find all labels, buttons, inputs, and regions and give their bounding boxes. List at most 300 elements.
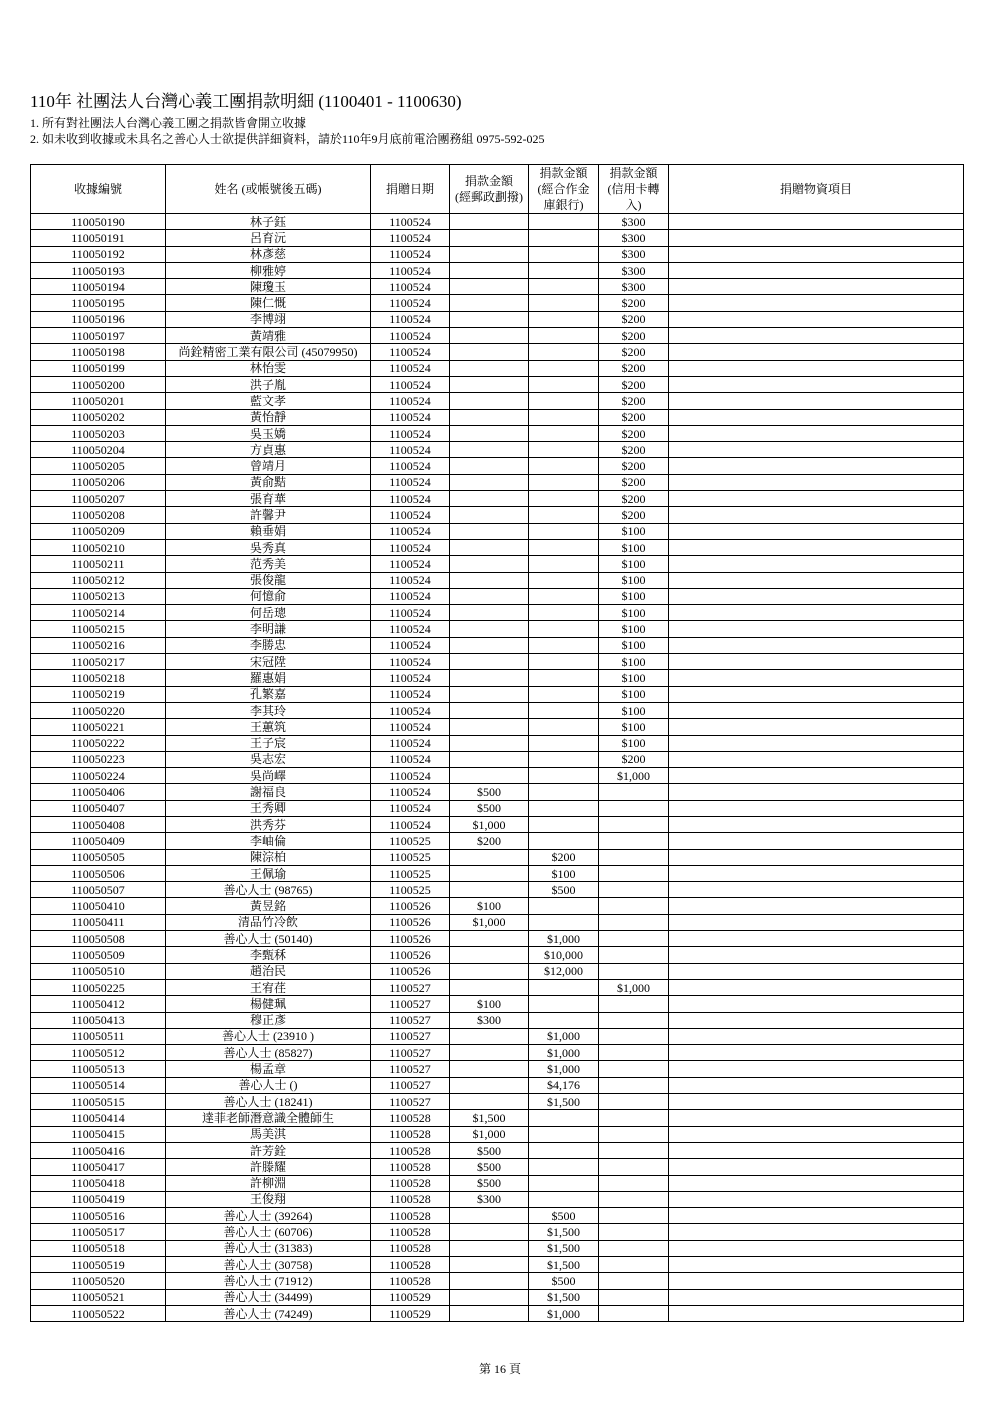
- donation-date-cell: 1100527: [371, 1028, 450, 1044]
- donated-items-cell: [669, 1224, 964, 1240]
- receipt-number-cell: 110050198: [31, 344, 166, 360]
- postal-amount-cell: [450, 539, 529, 555]
- donated-items-cell: [669, 1142, 964, 1158]
- bank-amount-cell: [529, 686, 599, 702]
- donor-name-cell: 許柳淵: [166, 1175, 371, 1191]
- donor-name-cell: 王子宸: [166, 735, 371, 751]
- bank-amount-cell: [529, 751, 599, 767]
- receipt-number-cell: 110050508: [31, 931, 166, 947]
- bank-amount-cell: [529, 702, 599, 718]
- donated-items-cell: [669, 246, 964, 262]
- postal-amount-cell: [450, 979, 529, 995]
- credit-card-amount-cell: [599, 996, 669, 1012]
- donation-table-body: [31, 214, 964, 1322]
- bank-amount-cell: [529, 800, 599, 816]
- table-row: [31, 947, 964, 963]
- bank-amount-cell: [529, 979, 599, 995]
- document-title: 110年 社團法人台灣心義工團捐款明細 (1100401 - 1100630): [30, 92, 462, 111]
- donation-date-cell: 1100524: [371, 295, 450, 311]
- donated-items-cell: [669, 376, 964, 392]
- donation-date-cell: 1100524: [371, 702, 450, 718]
- table-row: [31, 833, 964, 849]
- bank-amount-cell: [529, 1142, 599, 1158]
- donor-name-cell: 李博翊: [166, 311, 371, 327]
- postal-amount-cell: [450, 637, 529, 653]
- postal-amount-cell: [450, 1094, 529, 1110]
- donated-items-cell: [669, 425, 964, 441]
- donated-items-cell: [669, 719, 964, 735]
- receipt-number-cell: 110050220: [31, 702, 166, 718]
- table-row: [31, 1289, 964, 1305]
- note-contact-info: 2. 如未收到收據或未具名之善心人士欲提供詳細資料，請於110年9月底前電洽團務組 0975-592-025: [30, 132, 545, 146]
- credit-card-amount-cell: [599, 800, 669, 816]
- bank-amount-cell: [529, 719, 599, 735]
- credit-card-amount-cell: [599, 1257, 669, 1273]
- bank-amount-cell: [529, 230, 599, 246]
- bank-amount-cell: $4,176: [529, 1077, 599, 1093]
- donation-date-cell: 1100524: [371, 735, 450, 751]
- table-row: [31, 768, 964, 784]
- donated-items-cell: [669, 670, 964, 686]
- donation-date-cell: 1100528: [371, 1191, 450, 1207]
- donor-name-cell: 善心人士 (98765): [166, 882, 371, 898]
- credit-card-amount-cell: $200: [599, 360, 669, 376]
- bank-amount-cell: [529, 474, 599, 490]
- receipt-number-cell: 110050209: [31, 523, 166, 539]
- donation-date-cell: 1100524: [371, 328, 450, 344]
- postal-amount-cell: [450, 311, 529, 327]
- bank-amount-cell: [529, 588, 599, 604]
- receipt-number-cell: 110050413: [31, 1012, 166, 1028]
- header-receipt-number: [31, 165, 166, 214]
- donated-items-cell: [669, 800, 964, 816]
- donated-items-cell: [669, 1045, 964, 1061]
- postal-amount-cell: [450, 1257, 529, 1273]
- donor-name-cell: 柳雅婷: [166, 262, 371, 278]
- table-row: [31, 1110, 964, 1126]
- donated-items-cell: [669, 1110, 964, 1126]
- donation-date-cell: 1100524: [371, 572, 450, 588]
- header-line: 姓名 (或帳號後五碼): [214, 182, 322, 196]
- receipt-number-cell: 110050217: [31, 654, 166, 670]
- donation-date-cell: 1100524: [371, 279, 450, 295]
- receipt-number-cell: 110050507: [31, 882, 166, 898]
- donation-date-cell: 1100524: [371, 719, 450, 735]
- credit-card-amount-cell: [599, 784, 669, 800]
- table-row: [31, 1257, 964, 1273]
- table-row: [31, 784, 964, 800]
- postal-amount-cell: [450, 735, 529, 751]
- header-line: 捐贈日期: [385, 182, 434, 196]
- receipt-number-cell: 110050415: [31, 1126, 166, 1142]
- credit-card-amount-cell: [599, 963, 669, 979]
- postal-amount-cell: [450, 246, 529, 262]
- donor-name-cell: 吳志宏: [166, 751, 371, 767]
- bank-amount-cell: [529, 409, 599, 425]
- receipt-number-cell: 110050418: [31, 1175, 166, 1191]
- receipt-number-cell: 110050521: [31, 1289, 166, 1305]
- header-donated-items: [669, 165, 964, 214]
- receipt-number-cell: 110050224: [31, 768, 166, 784]
- donor-name-cell: 善心人士 (74249): [166, 1305, 371, 1321]
- donated-items-cell: [669, 979, 964, 995]
- postal-amount-cell: [450, 588, 529, 604]
- bank-amount-cell: [529, 311, 599, 327]
- receipt-number-cell: 110050208: [31, 507, 166, 523]
- table-row: [31, 702, 964, 718]
- bank-amount-cell: [529, 539, 599, 555]
- donation-date-cell: 1100528: [371, 1208, 450, 1224]
- postal-amount-cell: [450, 849, 529, 865]
- donated-items-cell: [669, 572, 964, 588]
- postal-amount-cell: [450, 1208, 529, 1224]
- table-row: [31, 1012, 964, 1028]
- receipt-number-cell: 110050222: [31, 735, 166, 751]
- credit-card-amount-cell: $100: [599, 588, 669, 604]
- receipt-number-cell: 110050193: [31, 262, 166, 278]
- donation-date-cell: 1100524: [371, 311, 450, 327]
- credit-card-amount-cell: [599, 1126, 669, 1142]
- bank-amount-cell: $100: [529, 865, 599, 881]
- receipt-number-cell: 110050409: [31, 833, 166, 849]
- bank-amount-cell: [529, 344, 599, 360]
- credit-card-amount-cell: $100: [599, 670, 669, 686]
- postal-amount-cell: [450, 376, 529, 392]
- postal-amount-cell: $500: [450, 800, 529, 816]
- receipt-number-cell: 110050195: [31, 295, 166, 311]
- credit-card-amount-cell: $200: [599, 295, 669, 311]
- table-row: [31, 751, 964, 767]
- donation-date-cell: 1100524: [371, 621, 450, 637]
- postal-amount-cell: [450, 344, 529, 360]
- donation-date-cell: 1100527: [371, 1012, 450, 1028]
- donor-name-cell: 羅惠娟: [166, 670, 371, 686]
- table-row: [31, 572, 964, 588]
- table-row: [31, 735, 964, 751]
- postal-amount-cell: [450, 670, 529, 686]
- donor-name-cell: 賴垂娟: [166, 523, 371, 539]
- postal-amount-cell: [450, 686, 529, 702]
- donor-name-cell: 林子鈺: [166, 214, 371, 230]
- credit-card-amount-cell: [599, 1289, 669, 1305]
- header-line: 收據編號: [73, 182, 122, 196]
- donor-name-cell: 王宥荏: [166, 979, 371, 995]
- bank-amount-cell: [529, 295, 599, 311]
- bank-amount-cell: $500: [529, 1208, 599, 1224]
- donor-name-cell: 黃俞黠: [166, 474, 371, 490]
- donated-items-cell: [669, 262, 964, 278]
- bank-amount-cell: $1,000: [529, 1028, 599, 1044]
- receipt-number-cell: 110050518: [31, 1240, 166, 1256]
- receipt-number-cell: 110050416: [31, 1142, 166, 1158]
- donor-name-cell: 林彥慈: [166, 246, 371, 262]
- postal-amount-cell: [450, 1240, 529, 1256]
- header-line: (經郵政劃撥): [455, 190, 523, 204]
- credit-card-amount-cell: $100: [599, 735, 669, 751]
- table-row: [31, 654, 964, 670]
- donor-name-cell: 洪子胤: [166, 376, 371, 392]
- page-number: 第 16 頁: [478, 1362, 521, 1376]
- credit-card-amount-cell: $100: [599, 702, 669, 718]
- donated-items-cell: [669, 523, 964, 539]
- donated-items-cell: [669, 654, 964, 670]
- donated-items-cell: [669, 1305, 964, 1321]
- credit-card-amount-cell: $100: [599, 539, 669, 555]
- donor-name-cell: 陳仁慨: [166, 295, 371, 311]
- donated-items-cell: [669, 849, 964, 865]
- header-line: 捐款金額: [609, 166, 658, 180]
- postal-amount-cell: [450, 523, 529, 539]
- bank-amount-cell: $12,000: [529, 963, 599, 979]
- table-row: [31, 1175, 964, 1191]
- table-row: [31, 1240, 964, 1256]
- table-row: [31, 1273, 964, 1289]
- receipt-number-cell: 110050211: [31, 556, 166, 572]
- credit-card-amount-cell: $300: [599, 246, 669, 262]
- postal-amount-cell: [450, 719, 529, 735]
- receipt-number-cell: 110050191: [31, 230, 166, 246]
- bank-amount-cell: [529, 376, 599, 392]
- donation-date-cell: 1100527: [371, 1061, 450, 1077]
- donor-name-cell: 王蕙筑: [166, 719, 371, 735]
- donation-date-cell: 1100527: [371, 996, 450, 1012]
- postal-amount-cell: $1,000: [450, 914, 529, 930]
- donated-items-cell: [669, 1208, 964, 1224]
- receipt-number-cell: 110050199: [31, 360, 166, 376]
- donated-items-cell: [669, 914, 964, 930]
- postal-amount-cell: [450, 947, 529, 963]
- credit-card-amount-cell: $200: [599, 376, 669, 392]
- donor-name-cell: 李明謙: [166, 621, 371, 637]
- donated-items-cell: [669, 214, 964, 230]
- bank-amount-cell: [529, 670, 599, 686]
- table-row: [31, 295, 964, 311]
- postal-amount-cell: $300: [450, 1191, 529, 1207]
- bank-amount-cell: [529, 1175, 599, 1191]
- credit-card-amount-cell: [599, 1110, 669, 1126]
- postal-amount-cell: [450, 963, 529, 979]
- donor-name-cell: 善心人士 (30758): [166, 1257, 371, 1273]
- receipt-number-cell: 110050408: [31, 816, 166, 832]
- bank-amount-cell: $1,500: [529, 1224, 599, 1240]
- bank-amount-cell: [529, 605, 599, 621]
- donated-items-cell: [669, 784, 964, 800]
- bank-amount-cell: [529, 898, 599, 914]
- bank-amount-cell: $1,000: [529, 931, 599, 947]
- postal-amount-cell: [450, 1077, 529, 1093]
- donor-name-cell: 呂育沅: [166, 230, 371, 246]
- donation-date-cell: 1100524: [371, 751, 450, 767]
- bank-amount-cell: $1,500: [529, 1257, 599, 1273]
- table-row: [31, 1126, 964, 1142]
- receipt-number-cell: 110050514: [31, 1077, 166, 1093]
- bank-amount-cell: $500: [529, 882, 599, 898]
- donor-name-cell: 楊孟章: [166, 1061, 371, 1077]
- bank-amount-cell: [529, 621, 599, 637]
- donor-name-cell: 李甄秝: [166, 947, 371, 963]
- table-row: [31, 686, 964, 702]
- bank-amount-cell: [529, 214, 599, 230]
- credit-card-amount-cell: [599, 816, 669, 832]
- postal-amount-cell: [450, 458, 529, 474]
- donated-items-cell: [669, 442, 964, 458]
- credit-card-amount-cell: $200: [599, 507, 669, 523]
- credit-card-amount-cell: $300: [599, 214, 669, 230]
- donation-date-cell: 1100526: [371, 931, 450, 947]
- receipt-number-cell: 110050219: [31, 686, 166, 702]
- donor-name-cell: 善心人士 (50140): [166, 931, 371, 947]
- donor-name-cell: 善心人士 (71912): [166, 1273, 371, 1289]
- donation-date-cell: 1100524: [371, 376, 450, 392]
- donation-date-cell: 1100524: [371, 670, 450, 686]
- donation-date-cell: 1100524: [371, 654, 450, 670]
- bank-amount-cell: [529, 523, 599, 539]
- credit-card-amount-cell: $100: [599, 523, 669, 539]
- credit-card-amount-cell: [599, 914, 669, 930]
- header-line: (經合作金: [537, 182, 590, 196]
- donated-items-cell: [669, 637, 964, 653]
- donated-items-cell: [669, 556, 964, 572]
- donor-name-cell: 善心人士 (85827): [166, 1045, 371, 1061]
- donor-name-cell: 善心人士 (23910 ): [166, 1028, 371, 1044]
- credit-card-amount-cell: $200: [599, 491, 669, 507]
- table-row: [31, 1094, 964, 1110]
- donor-name-cell: 善心人士 (31383): [166, 1240, 371, 1256]
- postal-amount-cell: [450, 279, 529, 295]
- receipt-number-cell: 110050190: [31, 214, 166, 230]
- bank-amount-cell: [529, 556, 599, 572]
- table-row: [31, 914, 964, 930]
- credit-card-amount-cell: [599, 1012, 669, 1028]
- table-row: [31, 474, 964, 490]
- donated-items-cell: [669, 898, 964, 914]
- postal-amount-cell: [450, 931, 529, 947]
- credit-card-amount-cell: $200: [599, 393, 669, 409]
- receipt-number-cell: 110050204: [31, 442, 166, 458]
- donation-date-cell: 1100525: [371, 865, 450, 881]
- donor-name-cell: 方貞惠: [166, 442, 371, 458]
- table-row: [31, 328, 964, 344]
- donor-name-cell: 范秀美: [166, 556, 371, 572]
- table-header-row: [31, 165, 964, 214]
- table-row: [31, 311, 964, 327]
- receipt-number-cell: 110050194: [31, 279, 166, 295]
- receipt-number-cell: 110050225: [31, 979, 166, 995]
- credit-card-amount-cell: [599, 1175, 669, 1191]
- table-row: [31, 507, 964, 523]
- donor-name-cell: 吳尚嶧: [166, 768, 371, 784]
- donor-name-cell: 吳秀真: [166, 539, 371, 555]
- donation-date-cell: 1100524: [371, 539, 450, 555]
- postal-amount-cell: [450, 1289, 529, 1305]
- credit-card-amount-cell: [599, 1159, 669, 1175]
- donation-date-cell: 1100524: [371, 605, 450, 621]
- donation-date-cell: 1100524: [371, 588, 450, 604]
- receipt-number-cell: 110050201: [31, 393, 166, 409]
- donor-name-cell: 曾靖月: [166, 458, 371, 474]
- credit-card-amount-cell: $100: [599, 556, 669, 572]
- donated-items-cell: [669, 1273, 964, 1289]
- postal-amount-cell: [450, 328, 529, 344]
- postal-amount-cell: [450, 1061, 529, 1077]
- bank-amount-cell: [529, 262, 599, 278]
- receipt-number-cell: 110050517: [31, 1224, 166, 1240]
- donor-name-cell: 吳玉嬌: [166, 425, 371, 441]
- credit-card-amount-cell: $200: [599, 311, 669, 327]
- credit-card-amount-cell: [599, 1061, 669, 1077]
- table-row: [31, 442, 964, 458]
- postal-amount-cell: [450, 1273, 529, 1289]
- postal-amount-cell: [450, 751, 529, 767]
- table-row: [31, 1159, 964, 1175]
- postal-amount-cell: [450, 214, 529, 230]
- postal-amount-cell: $500: [450, 1142, 529, 1158]
- table-row: [31, 539, 964, 555]
- donation-date-cell: 1100524: [371, 800, 450, 816]
- postal-amount-cell: [450, 442, 529, 458]
- postal-amount-cell: [450, 507, 529, 523]
- donation-date-cell: 1100524: [371, 556, 450, 572]
- donated-items-cell: [669, 996, 964, 1012]
- donation-date-cell: 1100524: [371, 409, 450, 425]
- postal-amount-cell: [450, 491, 529, 507]
- bank-amount-cell: [529, 393, 599, 409]
- credit-card-amount-cell: $200: [599, 344, 669, 360]
- table-row: [31, 637, 964, 653]
- donor-name-cell: 謝福良: [166, 784, 371, 800]
- table-row: [31, 214, 964, 230]
- postal-amount-cell: [450, 556, 529, 572]
- postal-amount-cell: [450, 768, 529, 784]
- donated-items-cell: [669, 735, 964, 751]
- table-row: [31, 1224, 964, 1240]
- donated-items-cell: [669, 409, 964, 425]
- donation-date-cell: 1100524: [371, 262, 450, 278]
- table-row: [31, 230, 964, 246]
- header-credit-card-amount: [599, 165, 669, 214]
- bank-amount-cell: [529, 1126, 599, 1142]
- table-row: [31, 931, 964, 947]
- donated-items-cell: [669, 621, 964, 637]
- donation-date-cell: 1100524: [371, 230, 450, 246]
- bank-amount-cell: $500: [529, 1273, 599, 1289]
- donation-date-cell: 1100527: [371, 1077, 450, 1093]
- postal-amount-cell: [450, 621, 529, 637]
- receipt-number-cell: 110050506: [31, 865, 166, 881]
- donor-name-cell: 林怡雯: [166, 360, 371, 376]
- receipt-number-cell: 110050519: [31, 1257, 166, 1273]
- donor-name-cell: 孔繁嘉: [166, 686, 371, 702]
- donated-items-cell: [669, 1191, 964, 1207]
- header-bank-amount: [529, 165, 599, 214]
- receipt-number-cell: 110050520: [31, 1273, 166, 1289]
- donated-items-cell: [669, 393, 964, 409]
- bank-amount-cell: [529, 735, 599, 751]
- donation-date-cell: 1100524: [371, 637, 450, 653]
- postal-amount-cell: [450, 702, 529, 718]
- receipt-number-cell: 110050522: [31, 1305, 166, 1321]
- postal-amount-cell: [450, 262, 529, 278]
- donated-items-cell: [669, 491, 964, 507]
- bank-amount-cell: [529, 768, 599, 784]
- donation-date-cell: 1100524: [371, 784, 450, 800]
- credit-card-amount-cell: $300: [599, 279, 669, 295]
- postal-amount-cell: $100: [450, 898, 529, 914]
- postal-amount-cell: [450, 1045, 529, 1061]
- donation-date-cell: 1100528: [371, 1126, 450, 1142]
- credit-card-amount-cell: $100: [599, 719, 669, 735]
- donor-name-cell: 王秀卿: [166, 800, 371, 816]
